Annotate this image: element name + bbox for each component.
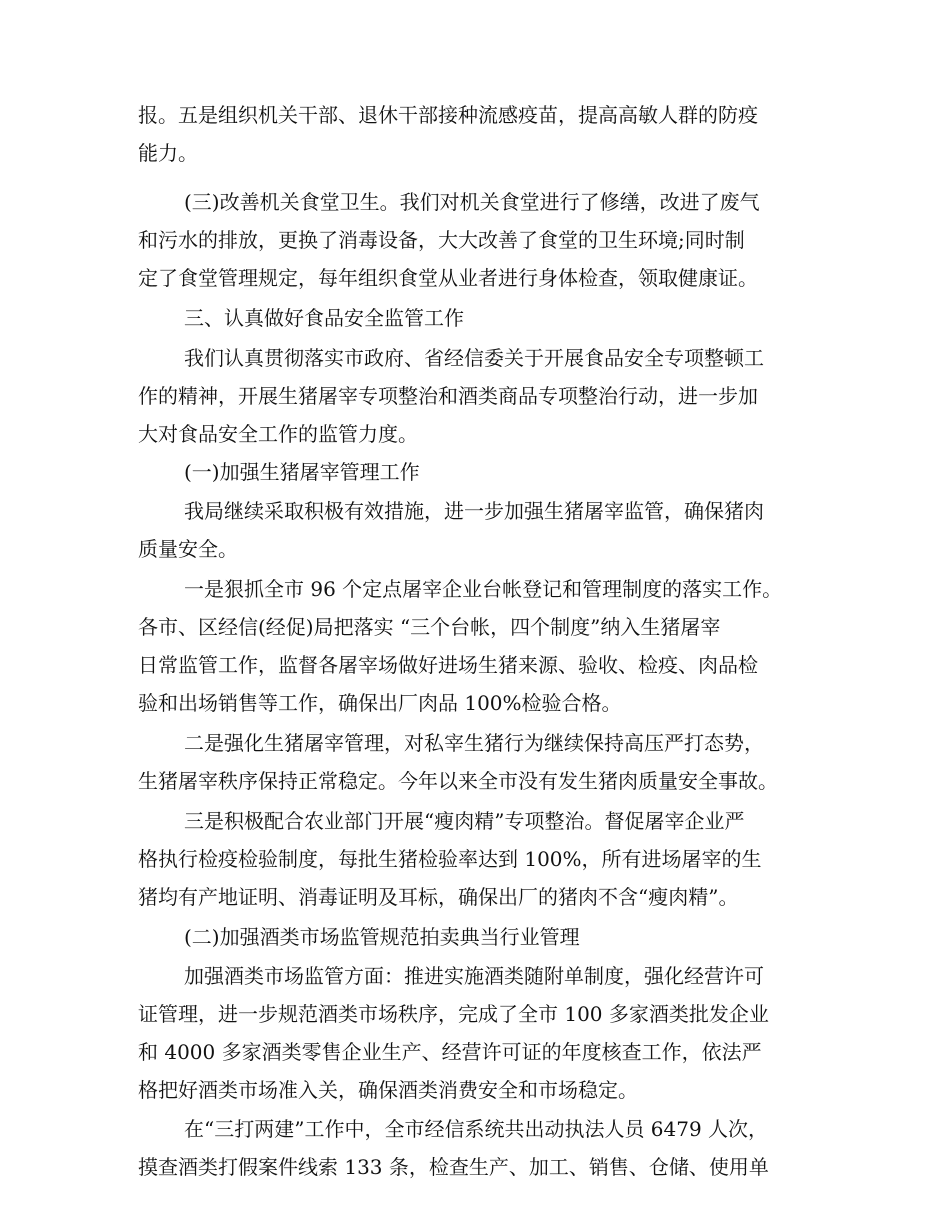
- paragraph-line: 作的精神，开展生猪屠宰专项整治和酒类商品专项整治行动，进一步加: [138, 384, 758, 408]
- paragraph-line: 二是强化生猪屠宰管理，对私宰生猪行为继续保持高压严打态势，: [184, 731, 764, 755]
- paragraph-line: 和 4000 多家酒类零售企业生产、经营许可证的年度核查工作，依法严: [138, 1040, 762, 1064]
- paragraph-line: 一是狠抓全市 96 个定点屠宰企业台帐登记和管理制度的落实工作。: [184, 577, 783, 601]
- paragraph-line: 日常监管工作，监督各屠宰场做好进场生猪来源、验收、检疫、肉品检: [138, 653, 758, 677]
- paragraph-line: 三是积极配合农业部门开展“瘦肉精”专项整治。督促屠宰企业严: [184, 809, 745, 833]
- paragraph-line: 验和出场销售等工作，确保出厂肉品 100%检验合格。: [138, 691, 622, 715]
- paragraph-line: 生猪屠宰秩序保持正常稳定。今年以来全市没有发生猪肉质量安全事故。: [138, 769, 778, 793]
- paragraph-line: 各市、区经信(经促)局把落实 “三个台帐，四个制度”纳入生猪屠宰: [138, 615, 721, 639]
- paragraph-line: 摸查酒类打假案件线索 133 条，检查生产、加工、销售、仓储、使用单: [138, 1155, 769, 1179]
- subsection-heading: (二)加强酒类市场监管规范拍卖典当行业管理: [184, 925, 580, 949]
- paragraph-line: 我局继续采取积极有效措施，进一步加强生猪屠宰监管，确保猪肉: [184, 499, 764, 523]
- paragraph-line: 加强酒类市场监管方面：推进实施酒类随附单制度，强化经营许可: [184, 964, 764, 988]
- paragraph-line: 能力。: [138, 141, 198, 165]
- paragraph-line: (三)改善机关食堂卫生。我们对机关食堂进行了修缮，改进了废气: [184, 190, 760, 214]
- paragraph-line: 格把好酒类市场准入关，确保酒类消费安全和市场稳定。: [138, 1078, 638, 1102]
- paragraph-line: 证管理，进一步规范酒类市场秩序，完成了全市 100 多家酒类批发企业: [138, 1002, 769, 1026]
- paragraph-line: 定了食堂管理规定，每年组织食堂从业者进行身体检查，领取健康证。: [138, 266, 758, 290]
- paragraph-line: 猪均有产地证明、消毒证明及耳标，确保出厂的猪肉不含“瘦肉精”。: [138, 885, 739, 909]
- section-heading: 三、认真做好食品安全监管工作: [184, 306, 464, 330]
- paragraph-line: 格执行检疫检验制度，每批生猪检验率达到 100%，所有进场屠宰的生: [138, 847, 762, 871]
- subsection-heading: (一)加强生猪屠宰管理工作: [184, 460, 420, 484]
- paragraph-line: 质量安全。: [138, 537, 238, 561]
- paragraph-line: 和污水的排放，更换了消毒设备，大大改善了食堂的卫生环境;同时制: [138, 228, 745, 252]
- paragraph-line: 我们认真贯彻落实市政府、省经信委关于开展食品安全专项整顿工: [184, 346, 764, 370]
- paragraph-line: 报。五是组织机关干部、退休干部接种流感疫苗，提高高敏人群的防疫: [138, 103, 758, 127]
- paragraph-line: 大对食品安全工作的监管力度。: [138, 422, 418, 446]
- paragraph-line: 在“三打两建”工作中，全市经信系统共出动执法人员 6479 人次，: [184, 1117, 769, 1141]
